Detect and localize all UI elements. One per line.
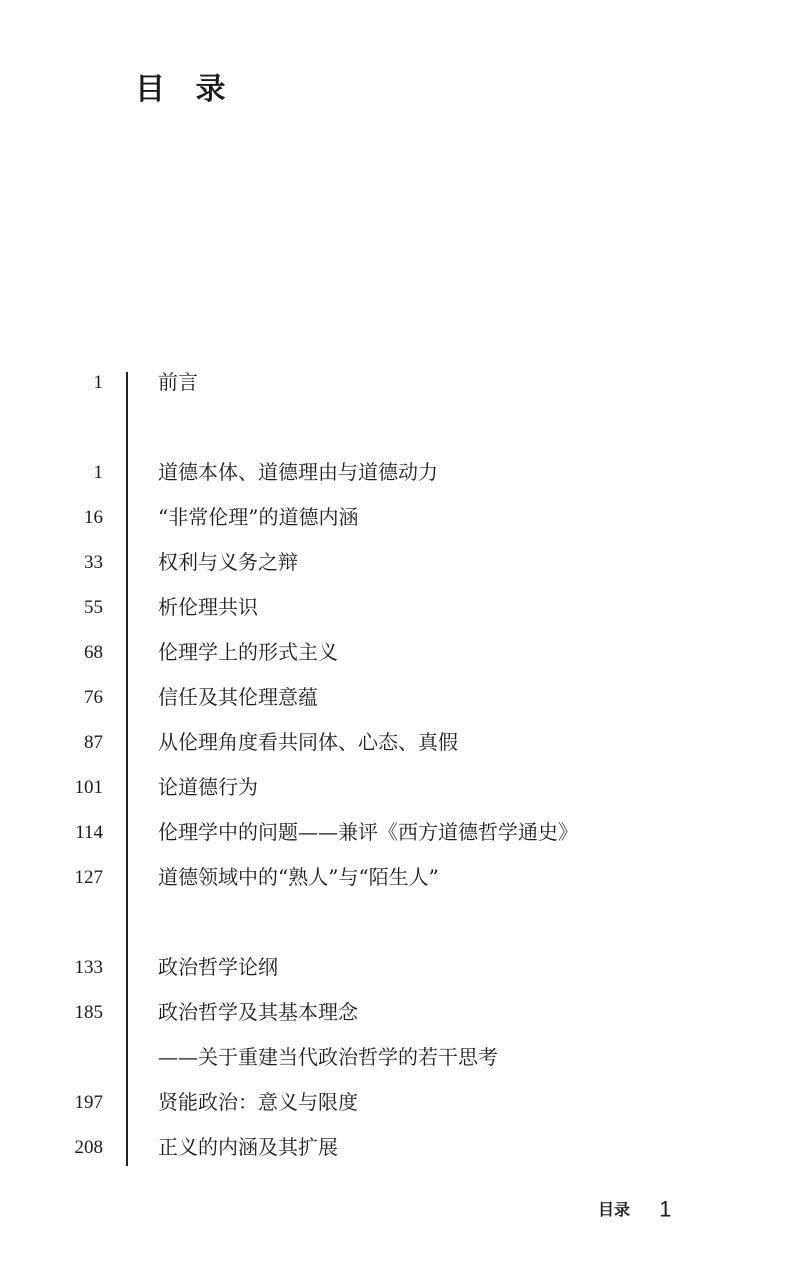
- toc-entry[interactable]: [0, 540, 790, 585]
- toc-page-number: 76: [84, 687, 103, 708]
- toc-entry[interactable]: [0, 855, 790, 900]
- toc-entry-subtitle: [0, 1035, 790, 1080]
- toc-page-number: 55: [84, 597, 103, 618]
- toc-entry[interactable]: [0, 1125, 790, 1170]
- toc-entry-preface[interactable]: [0, 360, 790, 405]
- toc-page-number: 1: [93, 462, 103, 483]
- toc-page-number: 208: [74, 1137, 103, 1158]
- toc-entry-title: “非常伦理”的道德内涵: [158, 505, 359, 529]
- toc-entry[interactable]: [0, 765, 790, 810]
- toc-page-number: 87: [84, 732, 103, 753]
- toc-entry[interactable]: [0, 450, 790, 495]
- toc-entry-subtitle-text: ——关于重建当代政治哲学的若干思考: [158, 1045, 498, 1069]
- toc-entry-title: 伦理学上的形式主义: [158, 640, 338, 664]
- toc-entry-title: 论道德行为: [158, 775, 258, 799]
- toc-entry[interactable]: [0, 810, 790, 855]
- toc-page-number: 1: [93, 372, 103, 393]
- toc-entry[interactable]: [0, 675, 790, 720]
- toc-page-number: 114: [75, 822, 103, 843]
- toc-entry-title: 贤能政治：意义与限度: [158, 1090, 358, 1114]
- toc-entry[interactable]: [0, 720, 790, 765]
- footer-section-label: 目录: [598, 1199, 631, 1219]
- toc-group-gap: [0, 405, 790, 450]
- toc-entry[interactable]: [0, 945, 790, 990]
- toc-page-number: 33: [84, 552, 103, 573]
- toc-page-number: 101: [74, 777, 103, 798]
- toc-entry[interactable]: [0, 585, 790, 630]
- toc-entry-title: 前言: [158, 370, 198, 394]
- toc-entry-title: 道德本体、道德理由与道德动力: [158, 460, 438, 484]
- toc-page-number: 68: [84, 642, 103, 663]
- toc-entry[interactable]: [0, 495, 790, 540]
- toc-page-number: 197: [74, 1092, 103, 1113]
- table-of-contents: [0, 360, 790, 1170]
- toc-entry-title: 析伦理共识: [158, 595, 258, 619]
- toc-entry-title: 伦理学中的问题——兼评《西方道德哲学通史》: [158, 820, 578, 844]
- toc-entry-title: 政治哲学论纲: [158, 955, 278, 979]
- toc-page-number: 133: [74, 957, 103, 978]
- toc-page-number: 185: [74, 1002, 103, 1023]
- toc-entry[interactable]: [0, 1080, 790, 1125]
- toc-group-gap: [0, 900, 790, 945]
- toc-entry-title: 从伦理角度看共同体、心态、真假: [158, 730, 458, 754]
- toc-entry-title: 政治哲学及其基本理念: [158, 1000, 358, 1024]
- toc-entry-title: 道德领域中的“熟人”与“陌生人”: [158, 865, 439, 889]
- footer-page-number: 1: [659, 1196, 672, 1222]
- toc-entry-title: 权利与义务之辩: [158, 550, 298, 574]
- page-footer: [598, 1194, 671, 1224]
- toc-entry-title: 信任及其伦理意蕴: [158, 685, 318, 709]
- toc-entry[interactable]: [0, 990, 790, 1035]
- page-title: 目 录: [135, 72, 236, 107]
- toc-page-number: 127: [74, 867, 103, 888]
- toc-page-number: 16: [84, 507, 103, 528]
- toc-entry[interactable]: [0, 630, 790, 675]
- toc-entry-title: 正义的内涵及其扩展: [158, 1135, 338, 1159]
